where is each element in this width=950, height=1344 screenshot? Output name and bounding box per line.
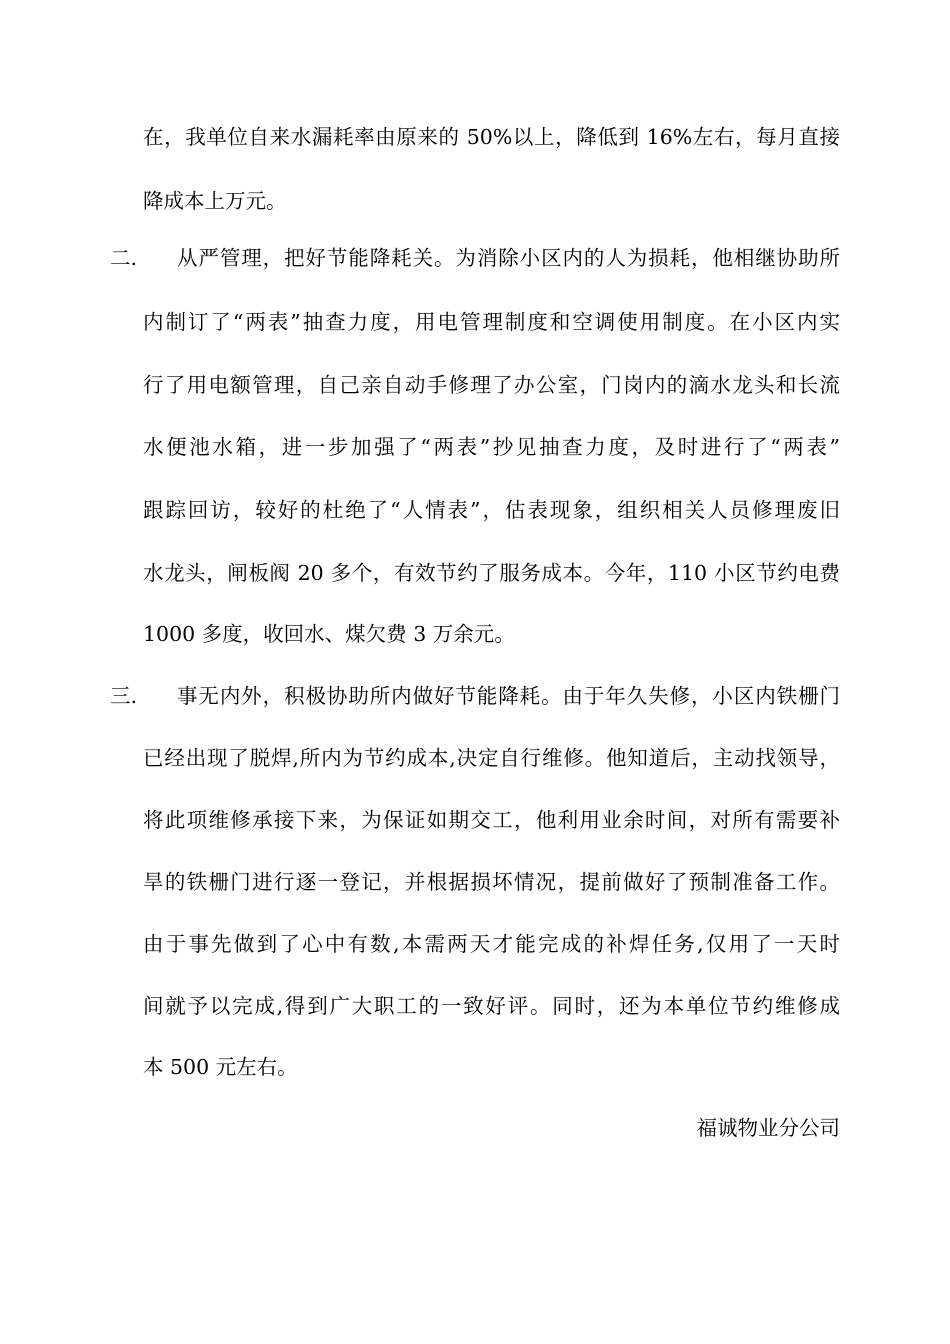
paragraph-line: 水便池水箱，进一步加强了“两表”抄见抽查力度，及时进行了“两表” xyxy=(143,435,840,459)
paragraph-line: 行了用电额管理，自己亲自动手修理了办公室，门岗内的滴水龙头和长流 xyxy=(143,373,840,397)
paragraph-line: 由于事先做到了心中有数,本需两天才能完成的补焊任务,仅用了一天时 xyxy=(143,932,840,956)
paragraph-line: 本 500 元左右。 xyxy=(143,1055,298,1079)
signature: 福诚物业分公司 xyxy=(696,1116,840,1140)
paragraph-line: 事无内外，积极协助所内做好节能降耗。由于年久失修，小区内铁栅门 xyxy=(177,684,840,708)
paragraph-line: 跟踪回访，较好的杜绝了“人情表”，估表现象，组织相关人员修理废旧 xyxy=(143,498,840,522)
paragraph-line: 降成本上万元。 xyxy=(143,189,287,213)
list-marker: 三. xyxy=(110,684,138,708)
paragraph-line: 已经出现了脱焊,所内为节约成本,决定自行维修。他知道后，主动找领导， xyxy=(143,746,840,770)
paragraph-line: 在，我单位自来水漏耗率由原来的 50%以上，降低到 16%左右，每月直接 xyxy=(143,125,840,149)
list-marker: 二. xyxy=(110,246,138,270)
paragraph-line: 从严管理，把好节能降耗关。为消除小区内的人为损耗，他相继协助所 xyxy=(177,246,840,270)
paragraph-line: 间就予以完成,得到广大职工的一致好评。同时，还为本单位节约维修成 xyxy=(143,994,840,1018)
paragraph-line: 1000 多度，收回水、煤欠费 3 万余元。 xyxy=(143,622,515,646)
paragraph-line: 旱的铁栅门进行逐一登记，并根据损坏情况，提前做好了预制准备工作。 xyxy=(143,870,840,894)
paragraph-line: 将此项维修承接下来，为保证如期交工，他利用业余时间，对所有需要补 xyxy=(143,808,840,832)
paragraph-line: 水龙头，闸板阀 20 多个，有效节约了服务成本。今年，110 小区节约电费 xyxy=(143,561,840,585)
paragraph-line: 内制订了“两表”抽查力度，用电管理制度和空调使用制度。在小区内实 xyxy=(143,310,840,334)
